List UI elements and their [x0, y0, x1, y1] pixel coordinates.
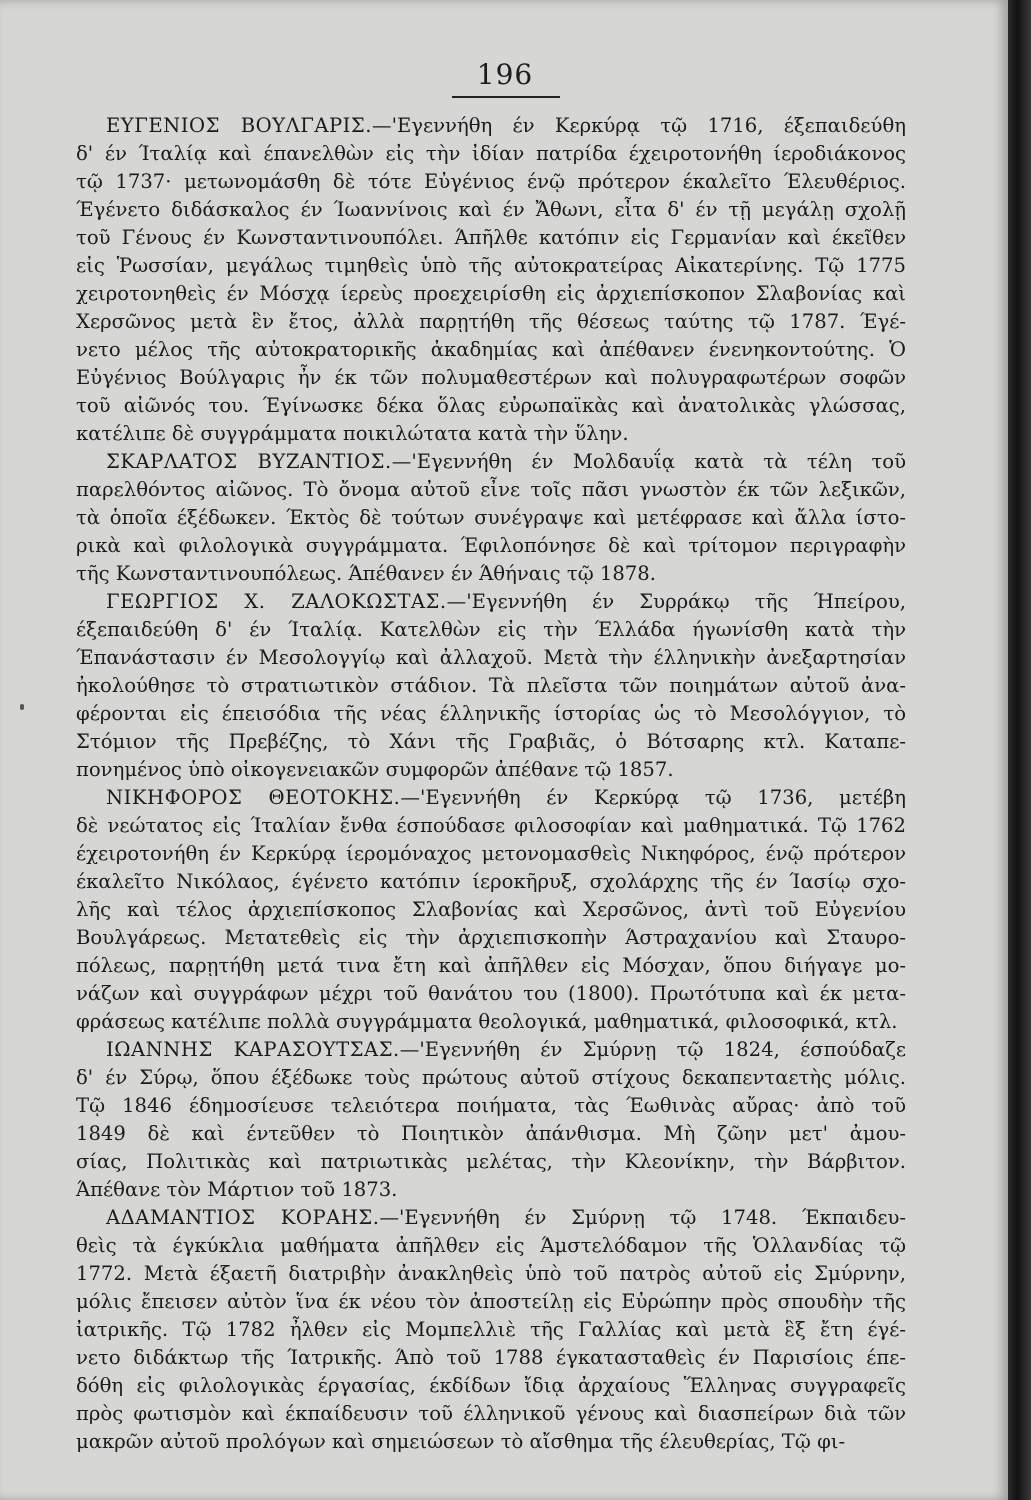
entry-name: ΣΚΑΡΛΑΤΟΣ ΒΥΖΑΝΤΙΟΣ. — [106, 450, 392, 473]
entry-line: Άπέθανε τὸν Μάρτιον τοῦ 1873. — [76, 1178, 398, 1201]
entry-line: έχειροτονήθη έν Κερκύρᾳ ίερομόναχος μετονομασθεὶς Νικηφόρος, ένῷ πρότερον — [76, 842, 906, 865]
entry-line: έξεπαιδεύθη δ' έν Ίταλίᾳ. Κατελθὼν εἰς τὴν Έλλάδα ήγωνίσθη κατὰ τὴν — [76, 618, 906, 641]
biography-entry — [76, 784, 906, 1036]
entry-line: κατέλιπε δὲ συγγράμματα ποικιλώτατα κατὰ τὴν ὕλην. — [76, 422, 629, 445]
entry-line: τοῦ αἰῶνός του. Έγίνωσκε δέκα ὅλας εὐρωπαϊκὰς καὶ ἀνατολικὰς γλώσσας, — [76, 394, 906, 417]
entry-first-line — [76, 588, 906, 616]
entry-text: —'Εγεννήθη έν Σμύρνῃ τῷ 1824, έσπούδαζε — [399, 1038, 906, 1061]
entry-name: ΑΔΑΜΑΝΤΙΟΣ ΚΟΡΑΗΣ. — [106, 1206, 380, 1229]
entry-name: ΓΕΩΡΓΙΟΣ Χ. ΖΑΛΟΚΩΣΤΑΣ. — [106, 590, 447, 613]
entry-line: έκαλεῖτο Νικόλαος, έγένετο κατόπιν ίεροκῆρυξ, σχολάρχης τῆς έν Ίασίῳ σχο- — [76, 870, 906, 893]
entry-first-line — [76, 112, 906, 140]
entry-line: μόλις ἔπεισεν αὐτὸν ἵνα έκ νέου τὸν ἀποστείλῃ εἰς Εὐρώπην πρὸς σπουδὴν τῆς — [76, 1290, 906, 1313]
entry-line: 1772. Μετὰ έξαετῆ διατριβὴν ἀνακληθεὶς ὑπὸ τοῦ πατρὸς αὐτοῦ εἰς Σμύρνην, — [76, 1262, 906, 1285]
entry-line: τὰ ὁποῖα έξέδωκεν. Έκτὸς δὲ τούτων συνέγραψε καὶ μετέφρασε καὶ ἄλλα ίστο- — [76, 506, 906, 529]
biography-entry — [76, 588, 906, 784]
entry-text: —'Εγεννήθη έν Κερκύρᾳ τῷ 1716, έξεπαιδεύθη — [372, 114, 906, 137]
entry-text: —'Εγεννήθη έν Μολδαυΐᾳ κατὰ τὰ τέλη τοῦ — [391, 450, 906, 473]
entry-line: θεὶς τὰ έγκύκλια μαθήματα ἀπῆλθεν εἰς Άμστελόδαμον τῆς Ὁλλανδίας τῷ — [76, 1234, 906, 1257]
entry-text: —'Εγεννήθη έν Κερκύρᾳ τῷ 1736, μετέβη — [400, 786, 906, 809]
entry-line: Τῷ 1846 έδημοσίευσε τελειότερα ποιήματα, τὰς Έωθινὰς αὔρας· ἀπὸ τοῦ — [76, 1094, 906, 1117]
entry-line: τῷ 1737· μετωνομάσθη δὲ τότε Εὐγένιος ένῷ πρότερον έκαλεῖτο Έλευθέριος. — [76, 170, 906, 193]
entry-line: Εὐγένιος Βούλγαρις ἦν έκ τῶν πολυμαθεστέρων καὶ πολυγραφωτέρων σοφῶν — [76, 366, 906, 389]
entry-line: Στόμιον τῆς Πρεβέζης, τὸ Χάνι τῆς Γραβιᾶς, ὁ Βότσαρης κτλ. Καταπε- — [76, 730, 906, 753]
biography-entry — [76, 112, 906, 448]
entry-first-line — [76, 784, 906, 812]
biography-entry — [76, 448, 906, 588]
entry-line: ρικὰ καὶ φιλολογικὰ συγγράμματα. Έφιλοπόνησε δὲ καὶ τρίτομον περιγραφὴν — [76, 534, 906, 557]
entry-line: νετο μέλος τῆς αὐτοκρατορικῆς ἀκαδημίας καὶ ἀπέθανεν ένενηκοντούτης. Ὁ — [76, 338, 906, 361]
entry-name: ΙΩΑΝΝΗΣ ΚΑΡΑΣΟΥΤΣΑΣ. — [106, 1038, 400, 1061]
entry-line: χειροτονηθεὶς έν Μόσχᾳ ίερεὺς προεχειρίσθη εἰς ἀρχιεπίσκοπον Σλαβονίας καὶ — [76, 282, 906, 305]
entry-name: ΕΥΓΕΝΙΟΣ ΒΟΥΛΓΑΡΙΣ. — [106, 114, 372, 137]
page-text — [76, 112, 906, 1456]
entry-line: ἠκολούθησε τὸ στρατιωτικὸν στάδιον. Τὰ πλεῖστα τῶν ποιημάτων αὐτοῦ ἀνα- — [76, 674, 906, 697]
entry-first-line — [76, 1204, 906, 1232]
entry-line: πρὸς φωτισμὸν καὶ έκπαίδευσιν τοῦ έλληνικοῦ γένους καὶ διασπείρων διὰ τῶν — [76, 1402, 906, 1425]
entry-name: ΝΙΚΗΦΟΡΟΣ ΘΕΟΤΟΚΗΣ. — [106, 786, 401, 809]
entry-line: ἰατρικῆς. Τῷ 1782 ἦλθεν εἰς Μομπελλιὲ τῆς Γαλλίας καὶ μετὰ ἓξ ἔτη έγέ- — [76, 1318, 906, 1341]
biography-entry — [76, 1204, 906, 1456]
entry-line: λῆς καὶ τέλος ἀρχιεπίσκοπος Σλαβονίας καὶ Χερσῶνος, ἀντὶ τοῦ Εὐγενίου — [76, 898, 906, 921]
book-edge — [1008, 0, 1031, 1500]
entry-line: 1849 δὲ καὶ έντεῦθεν τὸ Ποιητικὸν ἀπάνθισμα. Μὴ ζῶην μετ' ἀμου- — [76, 1122, 906, 1145]
entry-line: νάζων καὶ συγγράφων μέχρι τοῦ θανάτου του (1800). Πρωτότυπα καὶ έκ μετα- — [76, 982, 906, 1005]
entry-line: πόλεως, παρῃτήθη μετά τινα ἔτη καὶ ἀπῆλθεν εἰς Μόσχαν, ὅπου διήγαγε μο- — [76, 954, 906, 977]
entry-line: παρελθόντος αἰῶνος. Τὸ ὄνομα αὐτοῦ εἶνε τοῖς πᾶσι γνωστὸν έκ τῶν λεξικῶν, — [76, 478, 906, 501]
entry-text: —'Εγεννήθη έν Σμύρνῃ τῷ 1748. Έκπαιδευ- — [379, 1206, 907, 1229]
entry-line: Έγένετο διδάσκαλος έν Ίωαννίνοις καὶ έν Ἄθωνι, εἶτα δ' έν τῇ μεγάλῃ σχολῇ — [76, 198, 906, 221]
entry-line: Βουλγάρεως. Μετατεθεὶς εἰς τὴν ἀρχιεπισκοπὴν Άστραχανίου καὶ Σταυρο- — [76, 926, 906, 949]
biography-entry — [76, 1036, 906, 1204]
entry-line: σίας, Πολιτικὰς καὶ πατριωτικὰς μελέτας, τὴν Κλεονίκην, τὴν Βάρβιτον. — [76, 1150, 906, 1173]
entry-line: τῆς Κωνσταντινουπόλεως. Άπέθανεν έν Άθήναις τῷ 1878. — [76, 562, 657, 585]
entry-line: Έπανάστασιν έν Μεσολογγίῳ καὶ ἀλλαχοῦ. Μετὰ τὴν έλληνικὴν ἀνεξαρτησίαν — [76, 646, 906, 669]
entry-line: δόθη εἰς φιλολογικὰς έργασίας, έκδίδων ἴδιᾳ ἀρχαίους Ἕλληνας συγγραφεῖς — [76, 1374, 906, 1397]
entry-line: δ' έν Ίταλίᾳ καὶ έπανελθὼν εἰς τὴν ἰδίαν πατρίδα έχειροτονήθη ίεροδιάκονος — [76, 142, 906, 165]
entry-line: πονημένος ὑπὸ οἰκογενειακῶν συμφορῶν ἀπέθανε τῷ 1857. — [76, 758, 674, 781]
page-number: 196 — [476, 58, 534, 91]
entry-line: εἰς Ῥωσσίαν, μεγάλως τιμηθεὶς ὑπὸ τῆς αὐτοκρατείρας Αἰκατερίνης. Τῷ 1775 — [76, 254, 906, 277]
entry-line: φράσεως κατέλιπε πολλὰ συγγράμματα θεολογικά, μαθηματικά, φιλοσοφικά, κτλ. — [76, 1010, 898, 1033]
entry-line: νετο διδάκτωρ τῆς Ίατρικῆς. Άπὸ τοῦ 1788 έγκατασταθεὶς έν Παρισίοις έπε- — [76, 1346, 906, 1369]
entry-first-line — [76, 448, 906, 476]
entry-first-line — [76, 1036, 906, 1064]
entry-line: φέρονται εἰς έπεισόδια τῆς νέας έλληνικῆς ίστορίας ὡς τὸ Μεσολόγγιον, τὸ — [76, 702, 906, 725]
page-number-underline — [452, 96, 560, 98]
entry-text: —'Εγεννήθη έν Συρράκῳ τῆς Ήπείρου, — [446, 590, 906, 613]
entry-line: Χερσῶνος μετὰ ἓν ἔτος, ἀλλὰ παρῃτήθη τῆς θέσεως ταύτης τῷ 1787. Έγέ- — [76, 310, 906, 333]
entry-line: τοῦ Γένους έν Κωνσταντινουπόλει. Άπῆλθε κατόπιν εἰς Γερμανίαν καὶ έκεῖθεν — [76, 226, 906, 249]
entry-line: μακρῶν αὐτοῦ προλόγων καὶ σημειώσεων τὸ αἴσθημα τῆς έλευθερίας, Τῷ φι- — [76, 1430, 846, 1453]
entry-line: δὲ νεώτατος εἰς Ίταλίαν ἔνθα έσπούδασε φιλοσοφίαν καὶ μαθηματικά. Τῷ 1762 — [76, 814, 906, 837]
entry-line: δ' έν Σύρῳ, ὅπου έξέδωκε τοὺς πρώτους αὐτοῦ στίχους δεκαπενταετὴς μόλις. — [76, 1066, 906, 1089]
margin-speck — [20, 704, 24, 710]
